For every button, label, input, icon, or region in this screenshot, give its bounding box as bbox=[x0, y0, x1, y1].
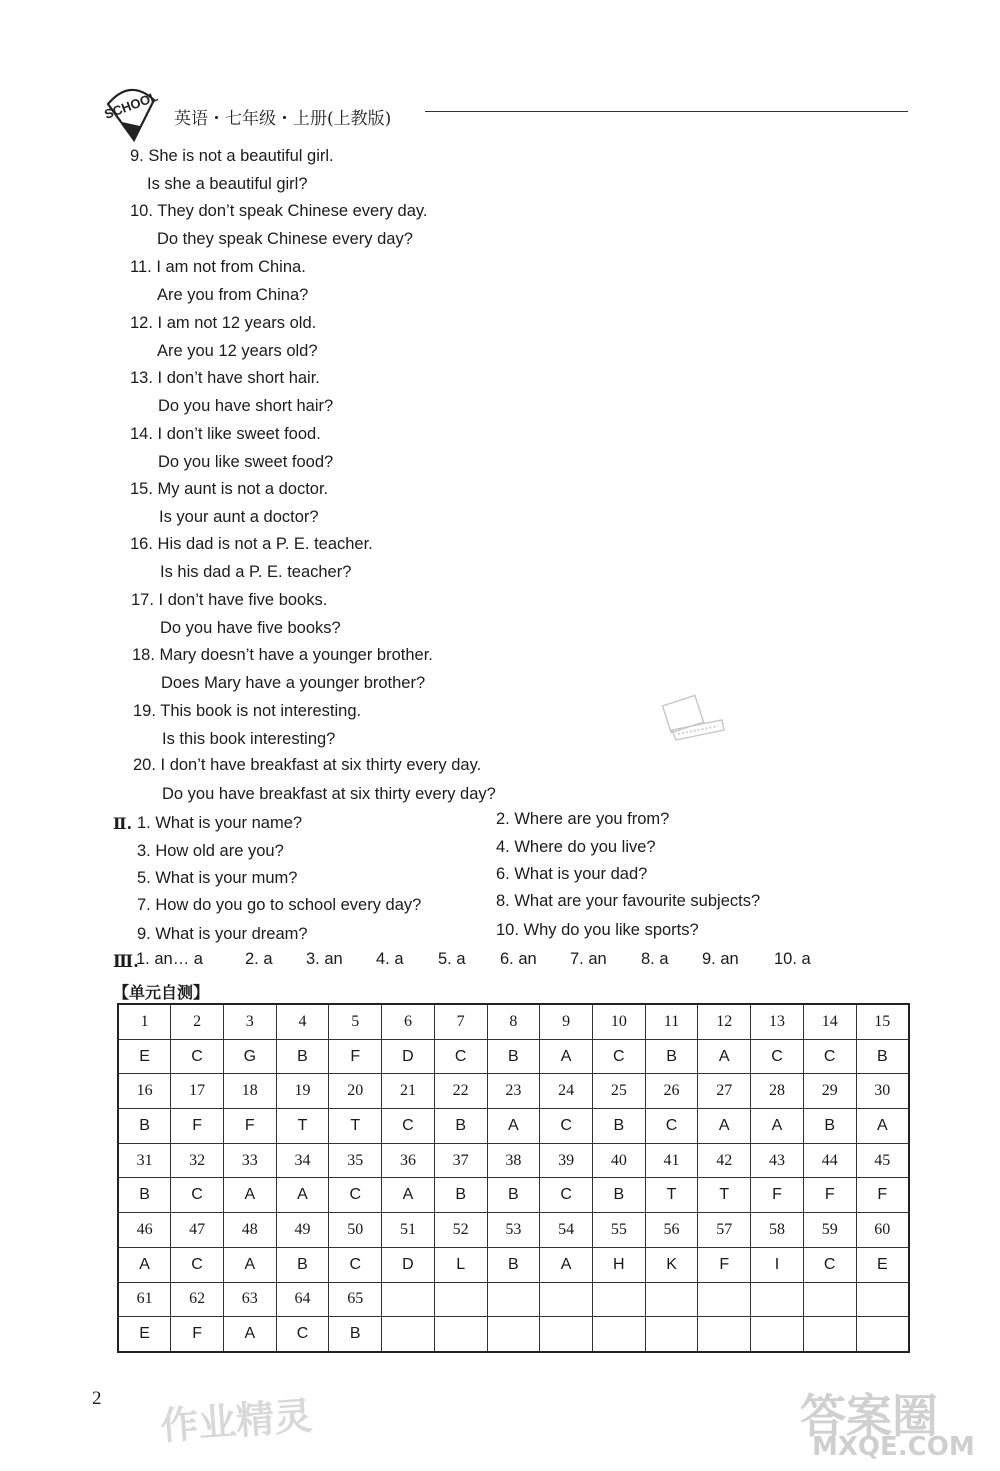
item-17-negative: 17. I don’t have five books. bbox=[131, 591, 328, 609]
section-3-item-4: 4. a bbox=[376, 950, 404, 968]
question-number-cell: 1 bbox=[118, 1004, 171, 1039]
item-13-negative: 13. I don’t have short hair. bbox=[130, 369, 320, 387]
answer-cell: C bbox=[751, 1039, 804, 1074]
table-row-numbers bbox=[118, 1004, 909, 1039]
question-number-cell: 50 bbox=[329, 1213, 382, 1248]
answer-cell: H bbox=[592, 1247, 645, 1282]
question-number-cell: 37 bbox=[434, 1143, 487, 1178]
answer-cell: I bbox=[751, 1247, 804, 1282]
question-number-cell: 18 bbox=[223, 1074, 276, 1109]
section-2-item-6: 6. What is your dad? bbox=[496, 865, 648, 883]
answer-cell: L bbox=[434, 1247, 487, 1282]
answer-cell: C bbox=[803, 1247, 856, 1282]
answer-cell: B bbox=[592, 1178, 645, 1213]
question-number-cell bbox=[698, 1282, 751, 1317]
question-number-cell bbox=[592, 1282, 645, 1317]
answer-cell: B bbox=[329, 1317, 382, 1352]
answer-cell: A bbox=[540, 1247, 593, 1282]
question-number-cell: 5 bbox=[329, 1004, 382, 1039]
item-16-question: Is his dad a P. E. teacher? bbox=[160, 563, 352, 581]
item-14-negative: 14. I don’t like sweet food. bbox=[130, 425, 321, 443]
question-number-cell: 6 bbox=[382, 1004, 435, 1039]
answer-cell: T bbox=[645, 1178, 698, 1213]
answer-cell: E bbox=[118, 1039, 171, 1074]
question-number-cell: 21 bbox=[382, 1074, 435, 1109]
answer-cell: C bbox=[171, 1247, 224, 1282]
table-row-answers bbox=[118, 1039, 909, 1074]
item-12-negative: 12. I am not 12 years old. bbox=[130, 314, 317, 332]
question-number-cell: 49 bbox=[276, 1213, 329, 1248]
answer-cell: B bbox=[276, 1247, 329, 1282]
question-number-cell: 54 bbox=[540, 1213, 593, 1248]
answer-cell: D bbox=[382, 1247, 435, 1282]
answer-cell: C bbox=[329, 1178, 382, 1213]
answer-cell: F bbox=[171, 1109, 224, 1144]
answer-cell: F bbox=[803, 1178, 856, 1213]
answer-cell: A bbox=[698, 1109, 751, 1144]
item-19-negative: 19. This book is not interesting. bbox=[133, 702, 362, 720]
question-number-cell: 42 bbox=[698, 1143, 751, 1178]
question-number-cell: 58 bbox=[751, 1213, 804, 1248]
answer-cell: C bbox=[434, 1039, 487, 1074]
question-number-cell: 31 bbox=[118, 1143, 171, 1178]
answer-cell: A bbox=[223, 1317, 276, 1352]
question-number-cell: 27 bbox=[698, 1074, 751, 1109]
answer-cell: C bbox=[645, 1109, 698, 1144]
answer-cell: K bbox=[645, 1247, 698, 1282]
question-number-cell: 23 bbox=[487, 1074, 540, 1109]
item-15-negative: 15. My aunt is not a doctor. bbox=[130, 480, 329, 498]
answer-cell: B bbox=[118, 1178, 171, 1213]
question-number-cell: 56 bbox=[645, 1213, 698, 1248]
answer-cell bbox=[487, 1317, 540, 1352]
question-number-cell: 64 bbox=[276, 1282, 329, 1317]
answer-cell: A bbox=[698, 1039, 751, 1074]
answer-cell: A bbox=[487, 1109, 540, 1144]
answer-cell: D bbox=[382, 1039, 435, 1074]
question-number-cell: 55 bbox=[592, 1213, 645, 1248]
answer-cell: C bbox=[540, 1109, 593, 1144]
table-row-numbers bbox=[118, 1074, 909, 1109]
answer-cell: B bbox=[487, 1178, 540, 1213]
table-row-answers bbox=[118, 1247, 909, 1282]
question-number-cell: 30 bbox=[856, 1074, 909, 1109]
question-number-cell: 53 bbox=[487, 1213, 540, 1248]
section-3-item-1: 1. an… a bbox=[136, 950, 203, 968]
question-number-cell: 7 bbox=[434, 1004, 487, 1039]
question-number-cell: 29 bbox=[803, 1074, 856, 1109]
item-11-question: Are you from China? bbox=[157, 286, 309, 304]
answer-cell: F bbox=[856, 1178, 909, 1213]
section-2-item-1: 1. What is your name? bbox=[137, 814, 303, 832]
section-3-item-3: 3. an bbox=[306, 950, 343, 968]
question-number-cell: 16 bbox=[118, 1074, 171, 1109]
section-3-label: Ⅲ. bbox=[113, 952, 139, 971]
question-number-cell: 63 bbox=[223, 1282, 276, 1317]
answer-cell bbox=[698, 1317, 751, 1352]
question-number-cell: 44 bbox=[803, 1143, 856, 1178]
question-number-cell: 13 bbox=[751, 1004, 804, 1039]
section-2-item-3: 3. How old are you? bbox=[137, 842, 284, 860]
answer-cell: F bbox=[171, 1317, 224, 1352]
question-number-cell bbox=[645, 1282, 698, 1317]
section-2-item-4: 4. Where do you live? bbox=[496, 838, 656, 856]
answer-cell: A bbox=[276, 1178, 329, 1213]
question-number-cell: 26 bbox=[645, 1074, 698, 1109]
watermark-site-text: MXQE.COM bbox=[812, 1432, 975, 1462]
question-number-cell: 61 bbox=[118, 1282, 171, 1317]
question-number-cell bbox=[803, 1282, 856, 1317]
answer-cell: E bbox=[118, 1317, 171, 1352]
question-number-cell bbox=[540, 1282, 593, 1317]
section-3-item-10: 10. a bbox=[774, 950, 811, 968]
answer-cell: A bbox=[382, 1178, 435, 1213]
question-number-cell: 17 bbox=[171, 1074, 224, 1109]
question-number-cell: 60 bbox=[856, 1213, 909, 1248]
item-19-question: Is this book interesting? bbox=[162, 730, 336, 748]
answer-cell bbox=[592, 1317, 645, 1352]
answer-cell: F bbox=[329, 1039, 382, 1074]
question-number-cell bbox=[856, 1282, 909, 1317]
answer-table bbox=[117, 1003, 910, 1353]
question-number-cell: 15 bbox=[856, 1004, 909, 1039]
header-rule bbox=[425, 111, 908, 112]
question-number-cell: 9 bbox=[540, 1004, 593, 1039]
answer-cell: B bbox=[592, 1109, 645, 1144]
table-row-answers bbox=[118, 1109, 909, 1144]
item-12-question: Are you 12 years old? bbox=[157, 342, 318, 360]
answer-cell: C bbox=[171, 1039, 224, 1074]
question-number-cell: 19 bbox=[276, 1074, 329, 1109]
question-number-cell: 4 bbox=[276, 1004, 329, 1039]
answer-cell bbox=[751, 1317, 804, 1352]
section-3-item-8: 8. a bbox=[641, 950, 669, 968]
school-logo-icon bbox=[100, 82, 160, 144]
table-row-answers bbox=[118, 1178, 909, 1213]
question-number-cell: 33 bbox=[223, 1143, 276, 1178]
question-number-cell: 3 bbox=[223, 1004, 276, 1039]
section-2-item-5: 5. What is your mum? bbox=[137, 869, 298, 887]
item-17-question: Do you have five books? bbox=[160, 619, 341, 637]
question-number-cell: 10 bbox=[592, 1004, 645, 1039]
item-18-question: Does Mary have a younger brother? bbox=[161, 674, 426, 692]
answer-cell: B bbox=[856, 1039, 909, 1074]
answer-cell: B bbox=[803, 1109, 856, 1144]
question-number-cell: 32 bbox=[171, 1143, 224, 1178]
table-row-numbers bbox=[118, 1143, 909, 1178]
question-number-cell: 34 bbox=[276, 1143, 329, 1178]
answer-cell: E bbox=[856, 1247, 909, 1282]
section-2-item-9: 9. What is your dream? bbox=[137, 925, 308, 943]
answer-cell: C bbox=[329, 1247, 382, 1282]
section-3 bbox=[113, 950, 833, 972]
question-number-cell bbox=[487, 1282, 540, 1317]
section-2-item-2: 2. Where are you from? bbox=[496, 810, 670, 828]
question-number-cell: 41 bbox=[645, 1143, 698, 1178]
watermark-bottom-text: 作业精灵 bbox=[158, 1392, 314, 1449]
question-number-cell: 39 bbox=[540, 1143, 593, 1178]
answer-cell bbox=[856, 1317, 909, 1352]
question-number-cell: 47 bbox=[171, 1213, 224, 1248]
item-15-question: Is your aunt a doctor? bbox=[159, 508, 319, 526]
answer-cell: A bbox=[751, 1109, 804, 1144]
answer-cell: G bbox=[223, 1039, 276, 1074]
section-3-item-7: 7. an bbox=[570, 950, 607, 968]
question-number-cell: 28 bbox=[751, 1074, 804, 1109]
section-3-item-6: 6. an bbox=[500, 950, 537, 968]
item-20-negative: 20. I don’t have breakfast at six thirty every day. bbox=[133, 756, 482, 774]
question-number-cell: 51 bbox=[382, 1213, 435, 1248]
answer-cell: F bbox=[223, 1109, 276, 1144]
answer-cell: C bbox=[276, 1317, 329, 1352]
answer-cell: B bbox=[434, 1178, 487, 1213]
watermark-stamp-icon bbox=[658, 690, 728, 746]
logo-text: SCHOOL bbox=[102, 88, 160, 122]
answer-cell: C bbox=[171, 1178, 224, 1213]
table-row-numbers bbox=[118, 1213, 909, 1248]
page-number: 2 bbox=[92, 1388, 102, 1409]
question-number-cell: 43 bbox=[751, 1143, 804, 1178]
question-number-cell: 45 bbox=[856, 1143, 909, 1178]
question-number-cell: 40 bbox=[592, 1143, 645, 1178]
unit-test-title: 【单元自测】 bbox=[113, 983, 210, 1002]
section-2-item-7: 7. How do you go to school every day? bbox=[137, 896, 422, 914]
answer-cell bbox=[803, 1317, 856, 1352]
question-number-cell: 36 bbox=[382, 1143, 435, 1178]
answer-cell: C bbox=[803, 1039, 856, 1074]
question-number-cell: 20 bbox=[329, 1074, 382, 1109]
answer-cell bbox=[540, 1317, 593, 1352]
header-title: 英语・七年级・上册(上教版) bbox=[174, 109, 392, 129]
answer-cell: B bbox=[487, 1247, 540, 1282]
answer-cell: A bbox=[223, 1178, 276, 1213]
item-10-question: Do they speak Chinese every day? bbox=[157, 230, 413, 248]
question-number-cell: 62 bbox=[171, 1282, 224, 1317]
section-2-label: Ⅱ. bbox=[113, 814, 133, 833]
question-number-cell: 24 bbox=[540, 1074, 593, 1109]
answer-cell: A bbox=[856, 1109, 909, 1144]
question-number-cell: 52 bbox=[434, 1213, 487, 1248]
answer-cell: B bbox=[645, 1039, 698, 1074]
question-number-cell: 25 bbox=[592, 1074, 645, 1109]
answer-cell: A bbox=[223, 1247, 276, 1282]
item-16-negative: 16. His dad is not a P. E. teacher. bbox=[130, 535, 373, 553]
section-3-item-9: 9. an bbox=[702, 950, 739, 968]
question-number-cell: 35 bbox=[329, 1143, 382, 1178]
answer-cell bbox=[382, 1317, 435, 1352]
question-number-cell: 11 bbox=[645, 1004, 698, 1039]
section-2-item-8: 8. What are your favourite subjects? bbox=[496, 892, 761, 910]
item-11-negative: 11. I am not from China. bbox=[130, 258, 306, 276]
question-number-cell bbox=[434, 1282, 487, 1317]
answer-cell: T bbox=[698, 1178, 751, 1213]
answer-cell: C bbox=[540, 1178, 593, 1213]
answer-cell bbox=[434, 1317, 487, 1352]
answer-cell: B bbox=[276, 1039, 329, 1074]
section-2-item-10: 10. Why do you like sports? bbox=[496, 921, 699, 939]
question-number-cell: 8 bbox=[487, 1004, 540, 1039]
question-number-cell: 12 bbox=[698, 1004, 751, 1039]
answer-cell: C bbox=[382, 1109, 435, 1144]
question-number-cell bbox=[382, 1282, 435, 1317]
answer-cell: A bbox=[118, 1247, 171, 1282]
section-3-item-5: 5. a bbox=[438, 950, 466, 968]
question-number-cell: 48 bbox=[223, 1213, 276, 1248]
answer-cell: F bbox=[751, 1178, 804, 1213]
answer-cell: T bbox=[276, 1109, 329, 1144]
answer-cell: C bbox=[592, 1039, 645, 1074]
answer-cell: B bbox=[118, 1109, 171, 1144]
question-number-cell: 59 bbox=[803, 1213, 856, 1248]
item-9-negative: 9. She is not a beautiful girl. bbox=[130, 147, 334, 165]
item-9-question: Is she a beautiful girl? bbox=[147, 175, 308, 193]
section-3-item-2: 2. a bbox=[245, 950, 273, 968]
item-10-negative: 10. They don’t speak Chinese every day. bbox=[130, 202, 428, 220]
question-number-cell: 38 bbox=[487, 1143, 540, 1178]
answer-cell bbox=[645, 1317, 698, 1352]
answer-cell: B bbox=[487, 1039, 540, 1074]
table-row-numbers bbox=[118, 1282, 909, 1317]
table-row-answers bbox=[118, 1317, 909, 1352]
item-18-negative: 18. Mary doesn’t have a younger brother. bbox=[132, 646, 433, 664]
answer-cell: A bbox=[540, 1039, 593, 1074]
answer-cell: B bbox=[434, 1109, 487, 1144]
item-14-question: Do you like sweet food? bbox=[158, 453, 334, 471]
item-20-question: Do you have breakfast at six thirty every day? bbox=[162, 785, 496, 803]
item-13-question: Do you have short hair? bbox=[158, 397, 334, 415]
question-number-cell: 2 bbox=[171, 1004, 224, 1039]
watermark-corner-text: 答案圈 bbox=[800, 1389, 938, 1443]
question-number-cell: 57 bbox=[698, 1213, 751, 1248]
answer-cell: T bbox=[329, 1109, 382, 1144]
question-number-cell: 22 bbox=[434, 1074, 487, 1109]
question-number-cell: 65 bbox=[329, 1282, 382, 1317]
question-number-cell: 14 bbox=[803, 1004, 856, 1039]
question-number-cell: 46 bbox=[118, 1213, 171, 1248]
answer-cell: F bbox=[698, 1247, 751, 1282]
question-number-cell bbox=[751, 1282, 804, 1317]
